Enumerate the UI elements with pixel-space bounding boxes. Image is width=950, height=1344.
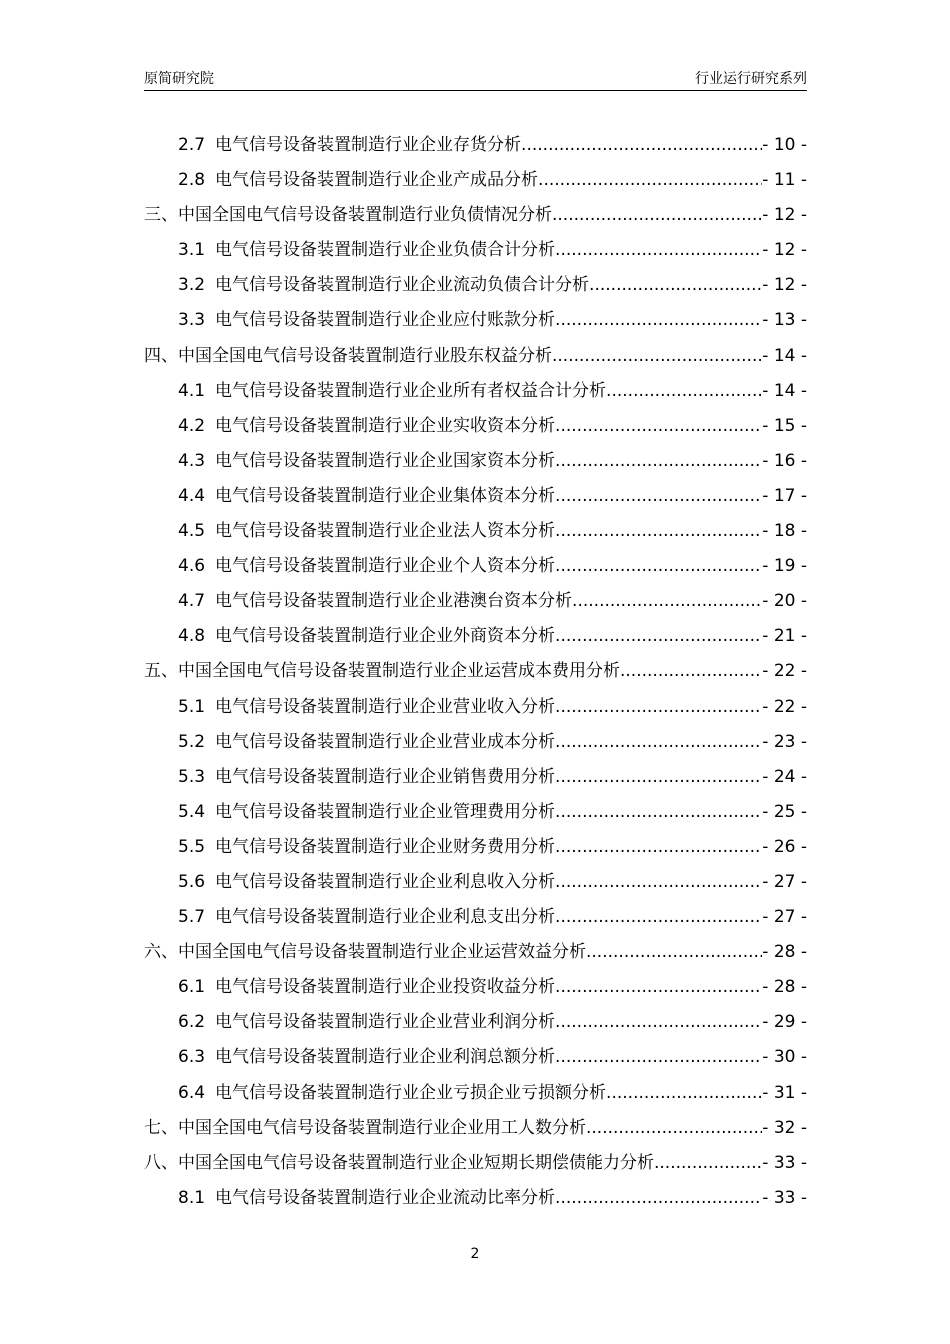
toc-entry-page: - 26 -	[762, 836, 807, 857]
toc-entry-title: 电气信号设备装置制造行业企业港澳台资本分析	[215, 591, 573, 612]
toc-dot-leader	[555, 1181, 762, 1216]
toc-dot-leader	[555, 233, 762, 268]
toc-dot-leader	[555, 830, 762, 865]
toc-dot-leader	[555, 760, 762, 795]
toc-entry-number: 4.8	[178, 626, 206, 647]
toc-entry-title: 八、中国全国电气信号设备装置制造行业企业短期长期偿债能力分析	[144, 1152, 654, 1173]
toc-entry[interactable]	[144, 725, 807, 760]
toc-entry-title: 四、中国全国电气信号设备装置制造行业股东权益分析	[144, 345, 552, 366]
toc-entry-title: 电气信号设备装置制造行业企业个人资本分析	[215, 556, 556, 577]
toc-entry-title: 电气信号设备装置制造行业企业存货分析	[215, 135, 522, 155]
toc-dot-leader	[538, 163, 762, 198]
toc-dot-leader	[555, 970, 762, 1005]
toc-entry-title: 电气信号设备装置制造行业企业流动负债合计分析	[215, 275, 590, 296]
toc-entry-title: 五、中国全国电气信号设备装置制造行业企业运营成本费用分析	[144, 661, 620, 682]
toc-dot-leader	[586, 1111, 762, 1146]
toc-entry-page: - 15 -	[762, 415, 807, 436]
toc-entry-number: 4.3	[178, 450, 206, 471]
toc-entry[interactable]	[144, 654, 807, 689]
toc-entry[interactable]	[144, 584, 807, 619]
toc-entry-title: 电气信号设备装置制造行业企业投资收益分析	[215, 977, 556, 998]
header-org-name: 原简研究院	[144, 71, 214, 87]
toc-entry-title: 电气信号设备装置制造行业企业财务费用分析	[215, 836, 556, 857]
toc-dot-leader	[555, 1040, 762, 1075]
toc-entry-page: - 29 -	[762, 1012, 807, 1033]
toc-entry-page: - 33 -	[762, 1187, 807, 1208]
toc-entry-title: 六、中国全国电气信号设备装置制造行业企业运营效益分析	[144, 942, 586, 963]
toc-entry-title: 电气信号设备装置制造行业企业营业利润分析	[215, 1012, 556, 1033]
toc-entry-page: - 33 -	[762, 1152, 807, 1173]
toc-dot-leader	[606, 1076, 762, 1111]
toc-entry-page: - 27 -	[762, 907, 807, 928]
toc-dot-leader	[521, 128, 762, 163]
toc-dot-leader	[589, 268, 762, 303]
toc-dot-leader	[555, 549, 762, 584]
toc-entry-number: 5.3	[178, 766, 206, 787]
toc-entry-page: - 25 -	[762, 801, 807, 822]
toc-entry-number: 6.3	[178, 1047, 206, 1068]
toc-entry-page: - 21 -	[762, 626, 807, 647]
toc-entry[interactable]	[144, 339, 807, 374]
toc-entry-title: 电气信号设备装置制造行业企业利息支出分析	[215, 907, 556, 928]
toc-dot-leader	[555, 409, 762, 444]
toc-entry-number: 4.7	[178, 591, 206, 612]
toc-entry-page: - 24 -	[762, 766, 807, 787]
toc-entry-page: - 14 -	[762, 380, 807, 401]
toc-dot-leader	[555, 725, 762, 760]
toc-entry[interactable]	[144, 128, 807, 163]
toc-dot-leader	[555, 1005, 762, 1040]
toc-entry-page: - 11 -	[762, 170, 807, 191]
toc-entry-page: - 12 -	[762, 240, 807, 261]
toc-entry-page: - 17 -	[762, 485, 807, 506]
toc-dot-leader	[555, 303, 762, 338]
toc-entry-title: 电气信号设备装置制造行业企业营业成本分析	[215, 731, 556, 752]
toc-dot-leader	[555, 900, 762, 935]
toc-entry[interactable]	[144, 549, 807, 584]
toc-entry[interactable]	[144, 303, 807, 338]
toc-entry-title: 电气信号设备装置制造行业企业产成品分析	[215, 170, 539, 191]
toc-entry-number: 6.4	[178, 1082, 206, 1103]
toc-entry[interactable]	[144, 163, 807, 198]
toc-entry-title: 电气信号设备装置制造行业企业亏损企业亏损额分析	[215, 1082, 607, 1103]
toc-entry-page: - 32 -	[762, 1117, 807, 1138]
toc-entry[interactable]	[144, 619, 807, 654]
toc-dot-leader	[555, 479, 762, 514]
toc-dot-leader	[555, 444, 762, 479]
toc-entry[interactable]	[144, 233, 807, 268]
toc-entry[interactable]	[144, 830, 807, 865]
toc-entry-title: 电气信号设备装置制造行业企业利息收入分析	[215, 871, 556, 892]
toc-entry-page: - 30 -	[762, 1047, 807, 1068]
toc-entry-page: - 27 -	[762, 871, 807, 892]
toc-dot-leader	[555, 865, 762, 900]
toc-entry-title: 电气信号设备装置制造行业企业销售费用分析	[215, 766, 556, 787]
toc-entry-title: 电气信号设备装置制造行业企业所有者权益合计分析	[215, 380, 607, 401]
toc-entry-number: 5.1	[178, 696, 206, 717]
page-header	[144, 68, 807, 91]
toc-entry-page: - 13 -	[762, 310, 807, 331]
toc-entry-title: 电气信号设备装置制造行业企业实收资本分析	[215, 415, 556, 436]
toc-entry-number: 3.2	[178, 275, 206, 296]
toc-dot-leader	[620, 654, 762, 689]
toc-entry[interactable]	[144, 268, 807, 303]
toc-entry-title: 电气信号设备装置制造行业企业国家资本分析	[215, 450, 556, 471]
toc-entry-number: 4.2	[178, 415, 206, 436]
toc-entry-page: - 16 -	[762, 450, 807, 471]
toc-entry-number: 5.7	[178, 907, 206, 928]
toc-entry[interactable]	[144, 444, 807, 479]
toc-dot-leader	[552, 339, 762, 374]
toc-dot-leader	[555, 795, 762, 830]
toc-entry[interactable]	[144, 1040, 807, 1075]
toc-entry[interactable]	[144, 690, 807, 725]
toc-entry-page: - 20 -	[762, 591, 807, 612]
toc-entry-page: - 28 -	[762, 977, 807, 998]
toc-entry[interactable]	[144, 514, 807, 549]
toc-entry-page: - 12 -	[762, 205, 807, 226]
toc-entry-page: - 22 -	[762, 661, 807, 682]
toc-dot-leader	[572, 584, 762, 619]
toc-entry-title: 电气信号设备装置制造行业企业利润总额分析	[215, 1047, 556, 1068]
toc-entry-number: 5.6	[178, 871, 206, 892]
toc-entry-page: - 19 -	[762, 556, 807, 577]
toc-dot-leader	[654, 1146, 762, 1181]
table-of-contents	[144, 128, 807, 1216]
toc-entry-number: 2.8	[178, 170, 206, 191]
toc-entry-title: 电气信号设备装置制造行业企业法人资本分析	[215, 521, 556, 542]
toc-entry[interactable]	[144, 409, 807, 444]
toc-entry[interactable]	[144, 760, 807, 795]
toc-dot-leader	[555, 690, 762, 725]
toc-dot-leader	[555, 619, 762, 654]
toc-entry-number: 2.7	[178, 135, 206, 155]
page-number: 2	[470, 1246, 480, 1262]
toc-dot-leader	[606, 374, 762, 409]
toc-entry-number: 8.1	[178, 1187, 206, 1208]
toc-entry-title: 电气信号设备装置制造行业企业营业收入分析	[215, 696, 556, 717]
toc-entry-number: 4.5	[178, 521, 206, 542]
toc-entry-page: - 18 -	[762, 521, 807, 542]
toc-entry-page: - 10 -	[762, 135, 807, 155]
toc-entry-number: 5.2	[178, 731, 206, 752]
toc-entry-page: - 31 -	[762, 1082, 807, 1103]
toc-dot-leader	[552, 198, 762, 233]
toc-entry[interactable]	[144, 1005, 807, 1040]
toc-entry-page: - 28 -	[762, 942, 807, 963]
toc-entry-page: - 14 -	[762, 345, 807, 366]
toc-entry[interactable]	[144, 1076, 807, 1111]
toc-entry-title: 电气信号设备装置制造行业企业集体资本分析	[215, 485, 556, 506]
toc-entry[interactable]	[144, 795, 807, 830]
toc-entry[interactable]	[144, 935, 807, 970]
toc-entry-title: 电气信号设备装置制造行业企业流动比率分析	[215, 1187, 556, 1208]
header-series-name: 行业运行研究系列	[695, 71, 807, 87]
toc-entry[interactable]	[144, 865, 807, 900]
toc-entry-page: - 12 -	[762, 275, 807, 296]
toc-entry-title: 电气信号设备装置制造行业企业应付账款分析	[215, 310, 556, 331]
toc-entry-number: 4.1	[178, 380, 206, 401]
toc-dot-leader	[586, 935, 762, 970]
toc-entry-number: 3.3	[178, 310, 206, 331]
toc-entry-title: 电气信号设备装置制造行业企业负债合计分析	[215, 240, 556, 261]
toc-entry[interactable]	[144, 1181, 807, 1216]
toc-entry-number: 4.6	[178, 556, 206, 577]
toc-entry-number: 4.4	[178, 485, 206, 506]
toc-entry[interactable]	[144, 1111, 807, 1146]
toc-entry[interactable]	[144, 900, 807, 935]
toc-entry[interactable]	[144, 479, 807, 514]
toc-entry-title: 电气信号设备装置制造行业企业管理费用分析	[215, 801, 556, 822]
toc-entry-number: 3.1	[178, 240, 206, 261]
toc-entry[interactable]	[144, 970, 807, 1005]
toc-entry[interactable]	[144, 374, 807, 409]
toc-dot-leader	[555, 514, 762, 549]
toc-entry-title: 三、中国全国电气信号设备装置制造行业负债情况分析	[144, 205, 552, 226]
toc-entry[interactable]	[144, 1146, 807, 1181]
toc-entry-number: 6.1	[178, 977, 206, 998]
toc-entry-number: 5.5	[178, 836, 206, 857]
toc-entry-page: - 23 -	[762, 731, 807, 752]
toc-entry-number: 5.4	[178, 801, 206, 822]
toc-entry-title: 电气信号设备装置制造行业企业外商资本分析	[215, 626, 556, 647]
toc-entry[interactable]	[144, 198, 807, 233]
toc-entry-page: - 22 -	[762, 696, 807, 717]
toc-entry-title: 七、中国全国电气信号设备装置制造行业企业用工人数分析	[144, 1117, 586, 1138]
toc-entry-number: 6.2	[178, 1012, 206, 1033]
